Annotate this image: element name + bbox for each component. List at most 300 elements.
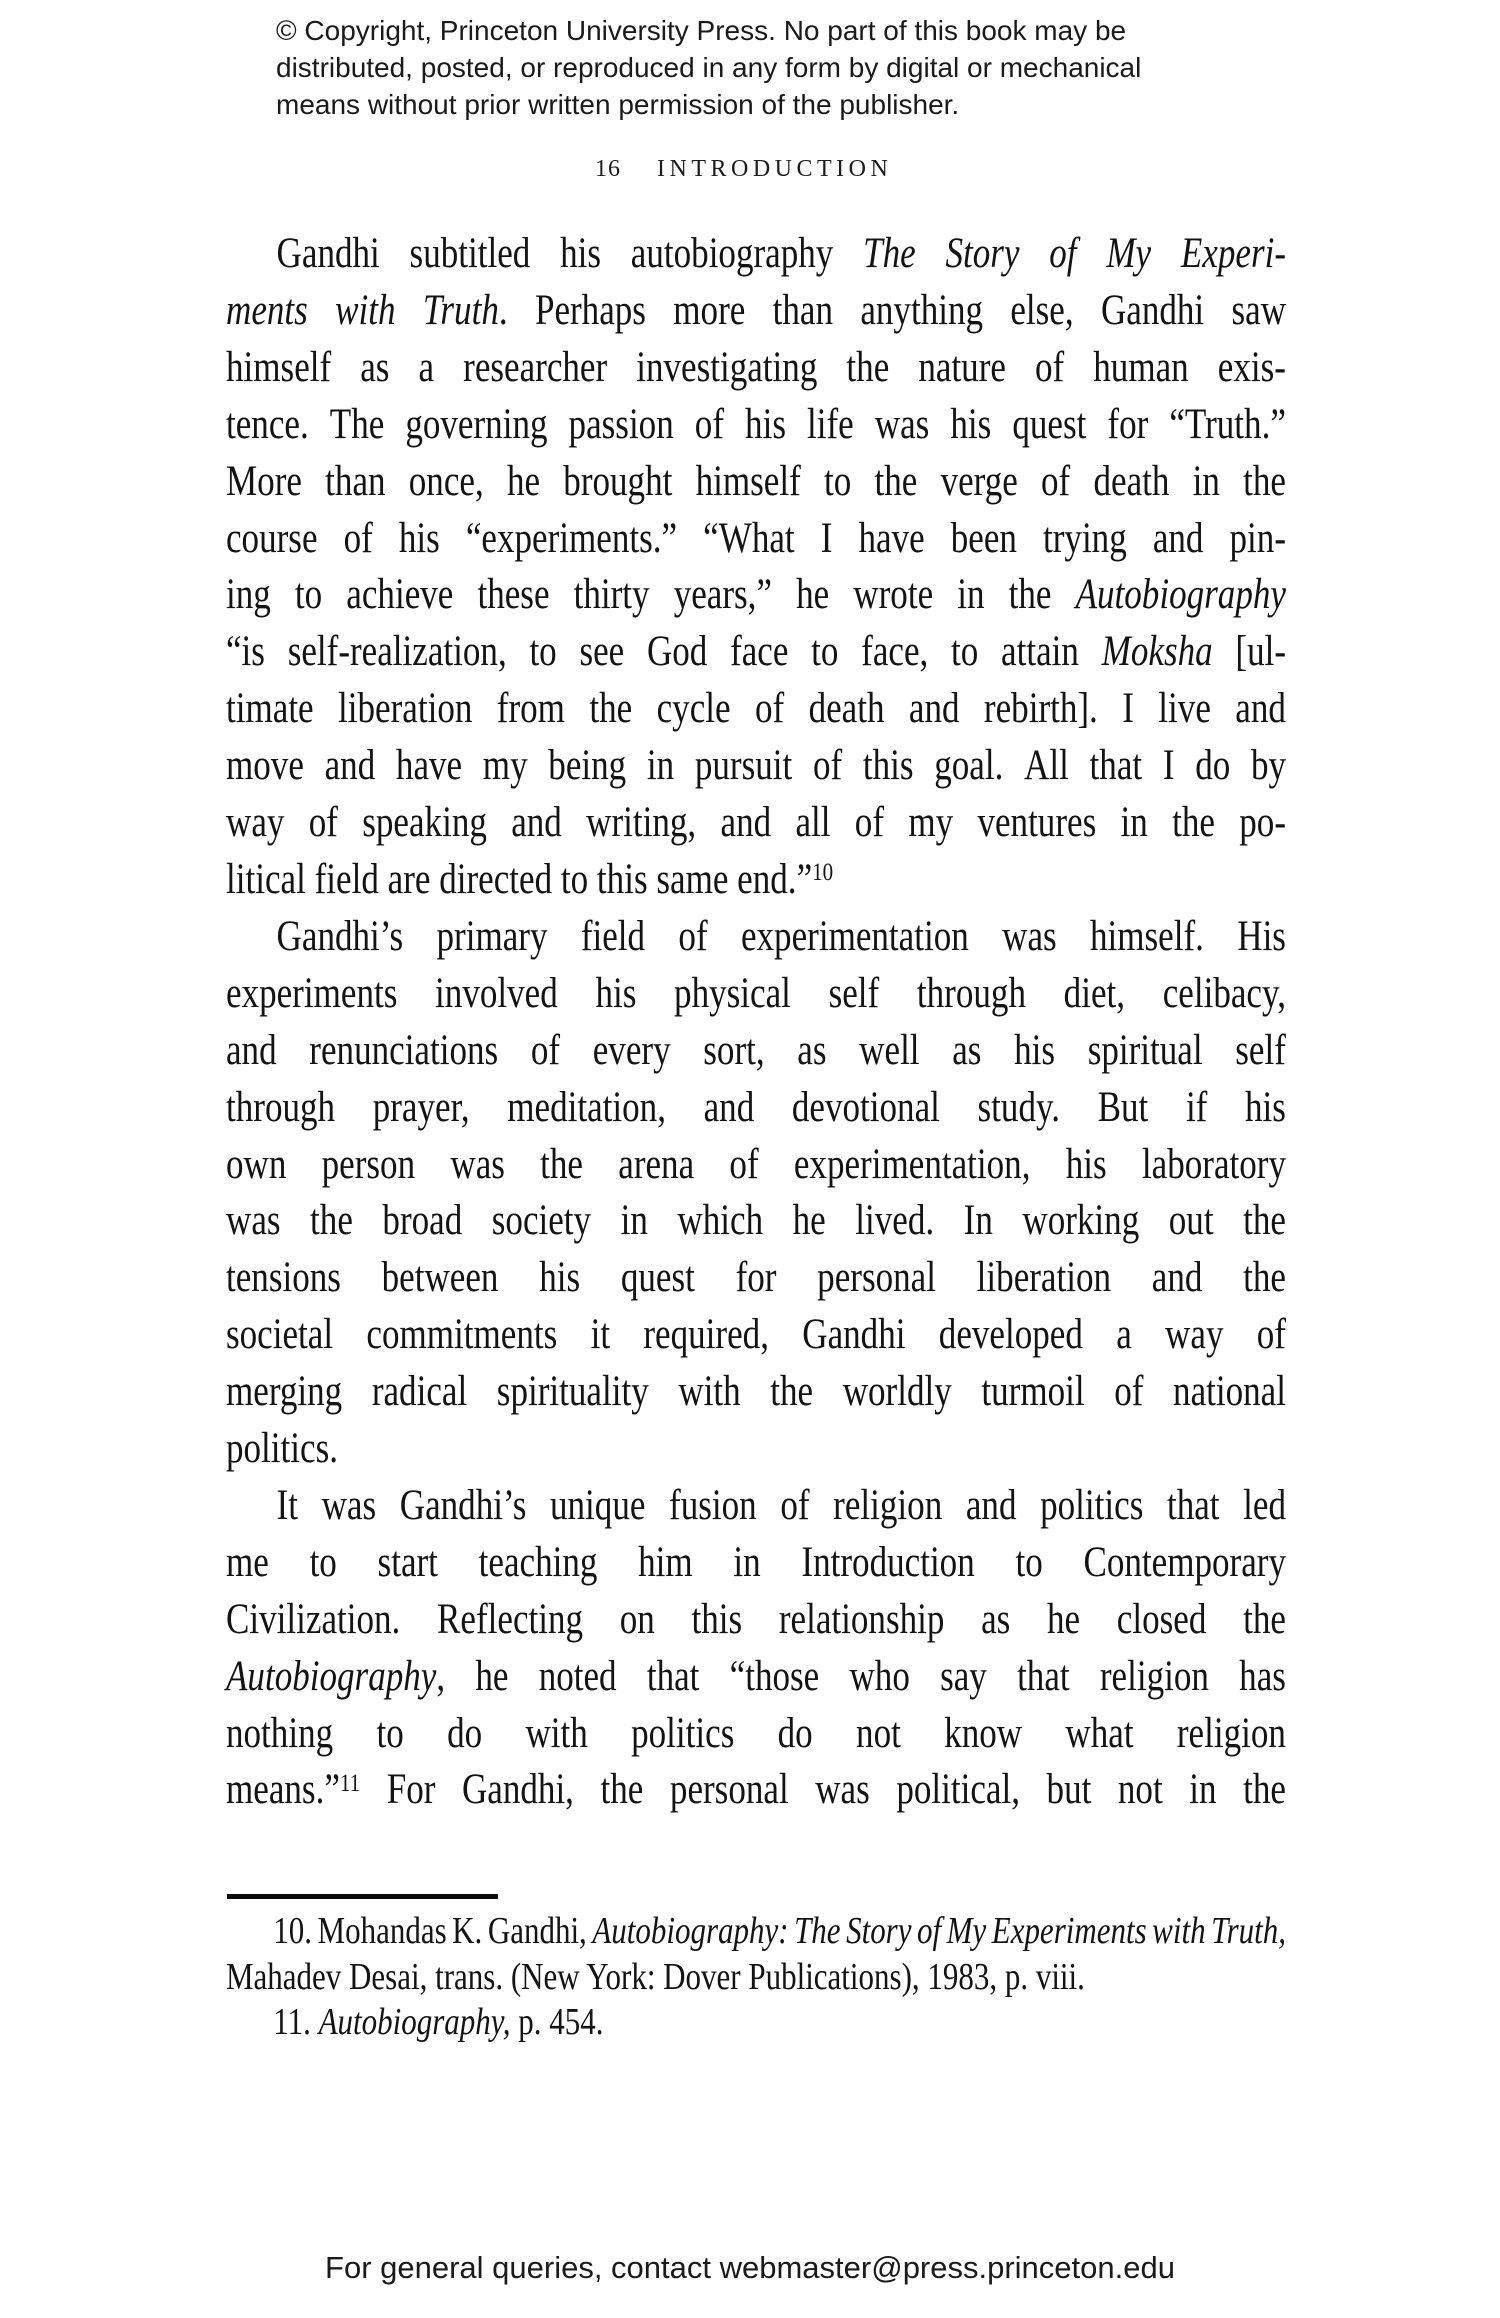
word: himself — [695, 457, 801, 505]
word: Experiments — [991, 1910, 1147, 1952]
word: are — [387, 855, 431, 903]
word: a — [1116, 1311, 1132, 1359]
word: self-realization, — [287, 628, 507, 676]
running-head — [595, 155, 892, 183]
word: in — [1192, 457, 1220, 505]
word: to — [560, 855, 589, 903]
word: attain — [1001, 628, 1079, 676]
word: I — [820, 514, 833, 562]
word: Dover — [663, 1955, 741, 1998]
word: quest — [1012, 400, 1087, 448]
word: by — [1250, 742, 1287, 790]
word: closed — [1116, 1595, 1207, 1643]
word: experimentation, — [793, 1140, 1031, 1188]
word: to — [811, 628, 839, 676]
word: the — [589, 685, 633, 733]
word: of — [678, 912, 708, 960]
word: Desai, — [349, 1955, 428, 1998]
copyright-line: distributed, posted, or reproduced in any form by digital or mechanical — [276, 52, 1142, 83]
word: autobiography — [630, 230, 834, 277]
text-line — [226, 226, 1286, 283]
word: society — [491, 1197, 592, 1245]
word: has — [1239, 1652, 1286, 1700]
word: societal — [226, 1311, 334, 1359]
word: relationship — [778, 1595, 945, 1643]
word: Introduction — [801, 1538, 975, 1586]
word: God — [646, 628, 708, 676]
text-line — [226, 1250, 1286, 1307]
word: which — [677, 1197, 764, 1245]
word: of — [343, 514, 373, 562]
word: was — [815, 1766, 870, 1814]
word: goal. — [934, 742, 1004, 790]
word: merging — [226, 1368, 343, 1416]
word: For — [386, 1766, 436, 1814]
word: writing, — [586, 799, 697, 847]
word: start — [377, 1538, 438, 1586]
word: p. — [518, 2001, 542, 2043]
text-line — [226, 795, 1286, 852]
word: devotional — [791, 1083, 940, 1131]
word: pin- — [1229, 514, 1287, 562]
word: all — [795, 799, 831, 847]
word: p. — [1004, 1955, 1029, 1998]
word: do — [447, 1709, 483, 1757]
word: Autobiography — [1075, 571, 1286, 619]
word: politics — [1040, 1481, 1144, 1529]
word: His — [1237, 912, 1286, 960]
paragraph — [226, 226, 1286, 909]
word: death — [1093, 457, 1170, 505]
word: “those — [729, 1652, 820, 1700]
word: and — [965, 1481, 1017, 1529]
footer-contact-text: For general queries, contact webmaster@press.princeton.edu — [325, 2250, 1175, 2285]
word: for — [735, 1254, 777, 1302]
word: more — [673, 286, 746, 334]
word: rebirth]. — [983, 685, 1098, 733]
word: human — [1093, 343, 1189, 391]
text-line — [226, 397, 1286, 454]
word: tensions — [226, 1254, 341, 1302]
word: primary — [436, 912, 548, 960]
word: I — [1162, 742, 1175, 790]
text-line — [226, 1649, 1286, 1706]
word: The — [794, 1910, 841, 1952]
word: with — [525, 1709, 588, 1757]
word: It — [276, 1481, 298, 1529]
word: face — [730, 628, 789, 676]
word: All — [1024, 742, 1069, 790]
word: himself — [226, 343, 332, 391]
word: was — [226, 1197, 281, 1245]
word: course — [226, 514, 318, 562]
word: this — [596, 855, 648, 903]
word: do — [777, 1709, 813, 1757]
word: my — [482, 742, 528, 790]
word: in — [1120, 799, 1148, 847]
word: noted — [538, 1652, 617, 1700]
word: himself. — [1089, 912, 1204, 960]
word: it — [590, 1311, 611, 1359]
word: personal — [817, 1254, 936, 1302]
text-line — [226, 511, 1286, 568]
word: meditation, — [507, 1083, 666, 1131]
word: Mahadev — [226, 1955, 342, 1998]
word: me — [226, 1538, 269, 1586]
word: else, — [1010, 286, 1074, 334]
word: he — [1047, 1595, 1081, 1643]
word: nothing — [226, 1709, 334, 1757]
word: diet, — [1063, 969, 1126, 1017]
word: prayer, — [372, 1083, 470, 1131]
word: experiments — [226, 969, 398, 1017]
word: and — [1152, 514, 1204, 562]
word: the — [310, 1197, 353, 1245]
word: the — [1172, 799, 1215, 847]
copyright-notice — [276, 12, 1141, 123]
text-line — [226, 1193, 1286, 1250]
text-line — [226, 1762, 1286, 1819]
word: celibacy, — [1162, 969, 1287, 1017]
word: exis- — [1217, 343, 1286, 391]
word: [ul- — [1235, 628, 1287, 676]
text-line — [226, 340, 1286, 397]
word: nature — [918, 343, 1006, 391]
word: for — [1107, 400, 1149, 448]
word: he — [792, 1197, 826, 1245]
word: not — [1117, 1766, 1163, 1814]
word: More — [226, 457, 302, 505]
word: once, — [408, 457, 484, 505]
word: quest — [620, 1254, 695, 1302]
word: years,” — [673, 571, 772, 619]
word: of — [754, 685, 785, 733]
word: politics. — [226, 1425, 339, 1473]
text-line — [226, 1909, 1286, 1955]
word: was — [1002, 912, 1057, 960]
word: directed — [439, 855, 553, 903]
word: timate — [226, 685, 314, 733]
word: Gandhi’s — [276, 912, 404, 960]
word: his — [560, 230, 602, 277]
word: of — [1256, 1311, 1286, 1359]
text-line — [226, 454, 1286, 511]
word: I — [1122, 685, 1134, 733]
word: Gandhi — [1100, 286, 1205, 334]
word: ments — [226, 286, 308, 334]
word: The — [863, 230, 916, 277]
word: Gandhi — [802, 1311, 906, 1359]
word: 11. — [273, 2001, 311, 2043]
word: liberation — [338, 685, 473, 733]
word: he — [475, 1652, 509, 1700]
word: that — [1017, 1652, 1070, 1700]
word: viii. — [1035, 1955, 1085, 1998]
text-line — [226, 1706, 1286, 1763]
word: Autobiography: — [592, 1910, 789, 1952]
word: teaching — [478, 1538, 598, 1586]
word: study. — [977, 1083, 1061, 1131]
word: unique — [549, 1481, 646, 1529]
word: see — [579, 628, 625, 676]
word: face, — [861, 628, 929, 676]
word: liberation — [976, 1254, 1112, 1302]
word: the — [1008, 571, 1052, 619]
footnote-rule — [227, 1894, 498, 1899]
word: the — [1243, 1197, 1286, 1245]
word: self — [1235, 1026, 1286, 1074]
word: 454. — [549, 2001, 604, 2043]
word: fusion — [669, 1481, 757, 1529]
word: self — [828, 969, 880, 1017]
word: death — [808, 685, 885, 733]
running-head-title: INTRODUCTION — [657, 156, 893, 182]
word: of — [917, 1910, 942, 1952]
word: political, — [896, 1766, 1020, 1814]
word: was — [874, 400, 930, 448]
word: with — [678, 1368, 741, 1416]
word: in — [620, 1197, 648, 1245]
word: his — [950, 400, 992, 448]
word: But — [1097, 1083, 1149, 1131]
word: in — [957, 571, 985, 619]
word: tence. — [226, 400, 309, 448]
word: radical — [371, 1368, 468, 1416]
word: to — [823, 457, 852, 505]
word: 10. — [273, 1910, 313, 1952]
word: to — [1015, 1538, 1043, 1586]
word: with — [335, 286, 396, 334]
word: and — [908, 685, 960, 733]
word: his — [595, 969, 637, 1017]
word: what — [1065, 1709, 1134, 1757]
text-line — [226, 1421, 1286, 1478]
word: the — [1243, 1254, 1286, 1302]
word: arena — [618, 1140, 695, 1188]
page-number: 16 — [595, 156, 621, 182]
word: being — [548, 742, 627, 790]
word: spiritual — [1087, 1026, 1203, 1074]
word: politics — [631, 1709, 735, 1757]
word: him — [638, 1538, 693, 1586]
word: spirituality — [496, 1368, 649, 1416]
word: as — [797, 1026, 827, 1074]
word: field — [314, 855, 379, 903]
word: means.”$^{11}$ — [226, 1766, 361, 1814]
word: that — [646, 1652, 700, 1700]
word: between — [381, 1254, 499, 1302]
copyright-line: © Copyright, Princeton University Press. No part of this book may be — [276, 15, 1127, 46]
word: My — [1106, 230, 1152, 277]
word: same — [656, 855, 729, 903]
word: (New — [510, 1955, 580, 1998]
word: move — [226, 742, 304, 790]
word: the — [600, 1766, 644, 1814]
word: ing — [226, 571, 271, 619]
word: he — [506, 457, 541, 505]
word: ventures — [977, 799, 1097, 847]
word: the — [540, 1140, 584, 1188]
word: the — [846, 343, 890, 391]
word: his — [398, 514, 440, 562]
footnotes — [226, 1909, 1286, 2046]
word: as — [952, 1026, 982, 1074]
word: trying — [1042, 514, 1127, 562]
word: verge — [940, 457, 1018, 505]
word: way — [1165, 1311, 1224, 1359]
text-line — [226, 1364, 1286, 1421]
word: of — [1034, 343, 1065, 391]
text-line — [226, 1023, 1286, 1080]
word: of — [854, 799, 885, 847]
word: his — [1245, 1083, 1286, 1131]
word: who — [849, 1652, 910, 1700]
word: saw — [1231, 286, 1287, 334]
word: to — [376, 1709, 404, 1757]
word: worldly — [842, 1368, 952, 1416]
word: Gandhi, — [487, 1910, 587, 1952]
word: of — [530, 1026, 561, 1074]
word: field — [580, 912, 646, 960]
word: “What — [703, 514, 795, 562]
paragraph — [226, 909, 1286, 1478]
word: if — [1185, 1083, 1208, 1131]
word: of — [694, 400, 725, 448]
word: Contemporary — [1083, 1538, 1287, 1586]
word: say — [940, 1652, 987, 1700]
word: religion — [1176, 1709, 1286, 1757]
text-line — [226, 567, 1286, 624]
word: in — [733, 1538, 761, 1586]
word: broad — [382, 1197, 463, 1245]
word: religion — [833, 1481, 943, 1529]
word: Truth, — [1211, 1910, 1287, 1952]
word: the — [770, 1368, 814, 1416]
word: not — [856, 1709, 901, 1757]
word: K. — [452, 1910, 483, 1952]
text-line — [226, 1307, 1286, 1364]
word: “Truth.” — [1169, 400, 1286, 448]
text-line — [226, 738, 1286, 795]
word: Autobiography, — [226, 1652, 446, 1700]
word: through — [916, 969, 1026, 1017]
word: passion — [568, 400, 674, 448]
word: po- — [1239, 799, 1287, 847]
word: In — [963, 1197, 993, 1245]
word: of — [1049, 230, 1077, 277]
word: laboratory — [1141, 1140, 1286, 1188]
word: cycle — [656, 685, 731, 733]
word: brought — [563, 457, 673, 505]
word: every — [592, 1026, 671, 1074]
word: he — [796, 571, 830, 619]
word: of — [812, 742, 843, 790]
word: physical — [674, 969, 791, 1017]
word: Story — [945, 230, 1020, 277]
paragraph — [226, 1909, 1286, 2000]
text-line — [226, 681, 1286, 738]
word: and — [324, 742, 376, 790]
word: thirty — [573, 571, 650, 619]
word: Gandhi — [276, 230, 380, 277]
text-line — [226, 283, 1286, 340]
word: 1983, — [927, 1955, 998, 1998]
word: personal — [669, 1766, 789, 1814]
word: Civilization. — [226, 1595, 401, 1643]
word: in — [1189, 1766, 1217, 1814]
word: trans. — [435, 1955, 504, 1998]
word: experimentation — [740, 912, 969, 960]
word: end.”$^{10}$ — [737, 855, 834, 903]
word: well — [859, 1026, 920, 1074]
word: “is — [226, 628, 265, 676]
word: researcher — [463, 343, 608, 391]
word: investigating — [636, 343, 818, 391]
word: this — [691, 1595, 743, 1643]
paragraph — [226, 1478, 1286, 1819]
word: but — [1046, 1766, 1092, 1814]
text-line — [226, 966, 1286, 1023]
word: Truth. — [422, 286, 508, 334]
word: the — [874, 457, 918, 505]
word: person — [321, 1140, 416, 1188]
word: led — [1243, 1481, 1287, 1529]
text-line — [226, 852, 1286, 909]
text-line — [226, 2000, 1286, 2046]
word: required, — [643, 1311, 769, 1359]
word: of — [729, 1140, 759, 1188]
word: a — [418, 343, 435, 391]
word: of — [1114, 1368, 1144, 1416]
word: My — [946, 1910, 987, 1952]
word: Mohandas — [317, 1910, 447, 1952]
word: to — [951, 628, 979, 676]
word: these — [477, 571, 550, 619]
paragraph — [226, 2000, 1286, 2046]
word: his — [1014, 1026, 1056, 1074]
word: speaking — [362, 799, 487, 847]
word: commitments — [366, 1311, 558, 1359]
word: turmoil — [981, 1368, 1085, 1416]
word: of — [308, 799, 338, 847]
word: than — [772, 286, 834, 334]
word: sort, — [703, 1026, 765, 1074]
text-line — [226, 1592, 1286, 1649]
word: out — [1168, 1197, 1214, 1245]
word: subtitled — [409, 230, 531, 277]
text-line — [226, 1137, 1286, 1194]
word: own — [226, 1140, 287, 1188]
word: as — [360, 343, 390, 391]
word: of — [780, 1481, 810, 1529]
text-line — [226, 624, 1286, 681]
word: litical — [226, 855, 306, 903]
word: that — [1089, 742, 1143, 790]
word: as — [981, 1595, 1011, 1643]
word: achieve — [346, 571, 454, 619]
word: and — [1151, 1254, 1203, 1302]
word: this — [862, 742, 914, 790]
word: Gandhi, — [461, 1766, 574, 1814]
word: in — [646, 742, 675, 790]
word: and — [511, 799, 562, 847]
word: anything — [860, 286, 984, 334]
word: Moksha — [1101, 628, 1213, 676]
word: his — [1065, 1140, 1107, 1188]
word: that — [1166, 1481, 1220, 1529]
word: Gandhi’s — [399, 1481, 527, 1529]
word: way — [226, 799, 285, 847]
